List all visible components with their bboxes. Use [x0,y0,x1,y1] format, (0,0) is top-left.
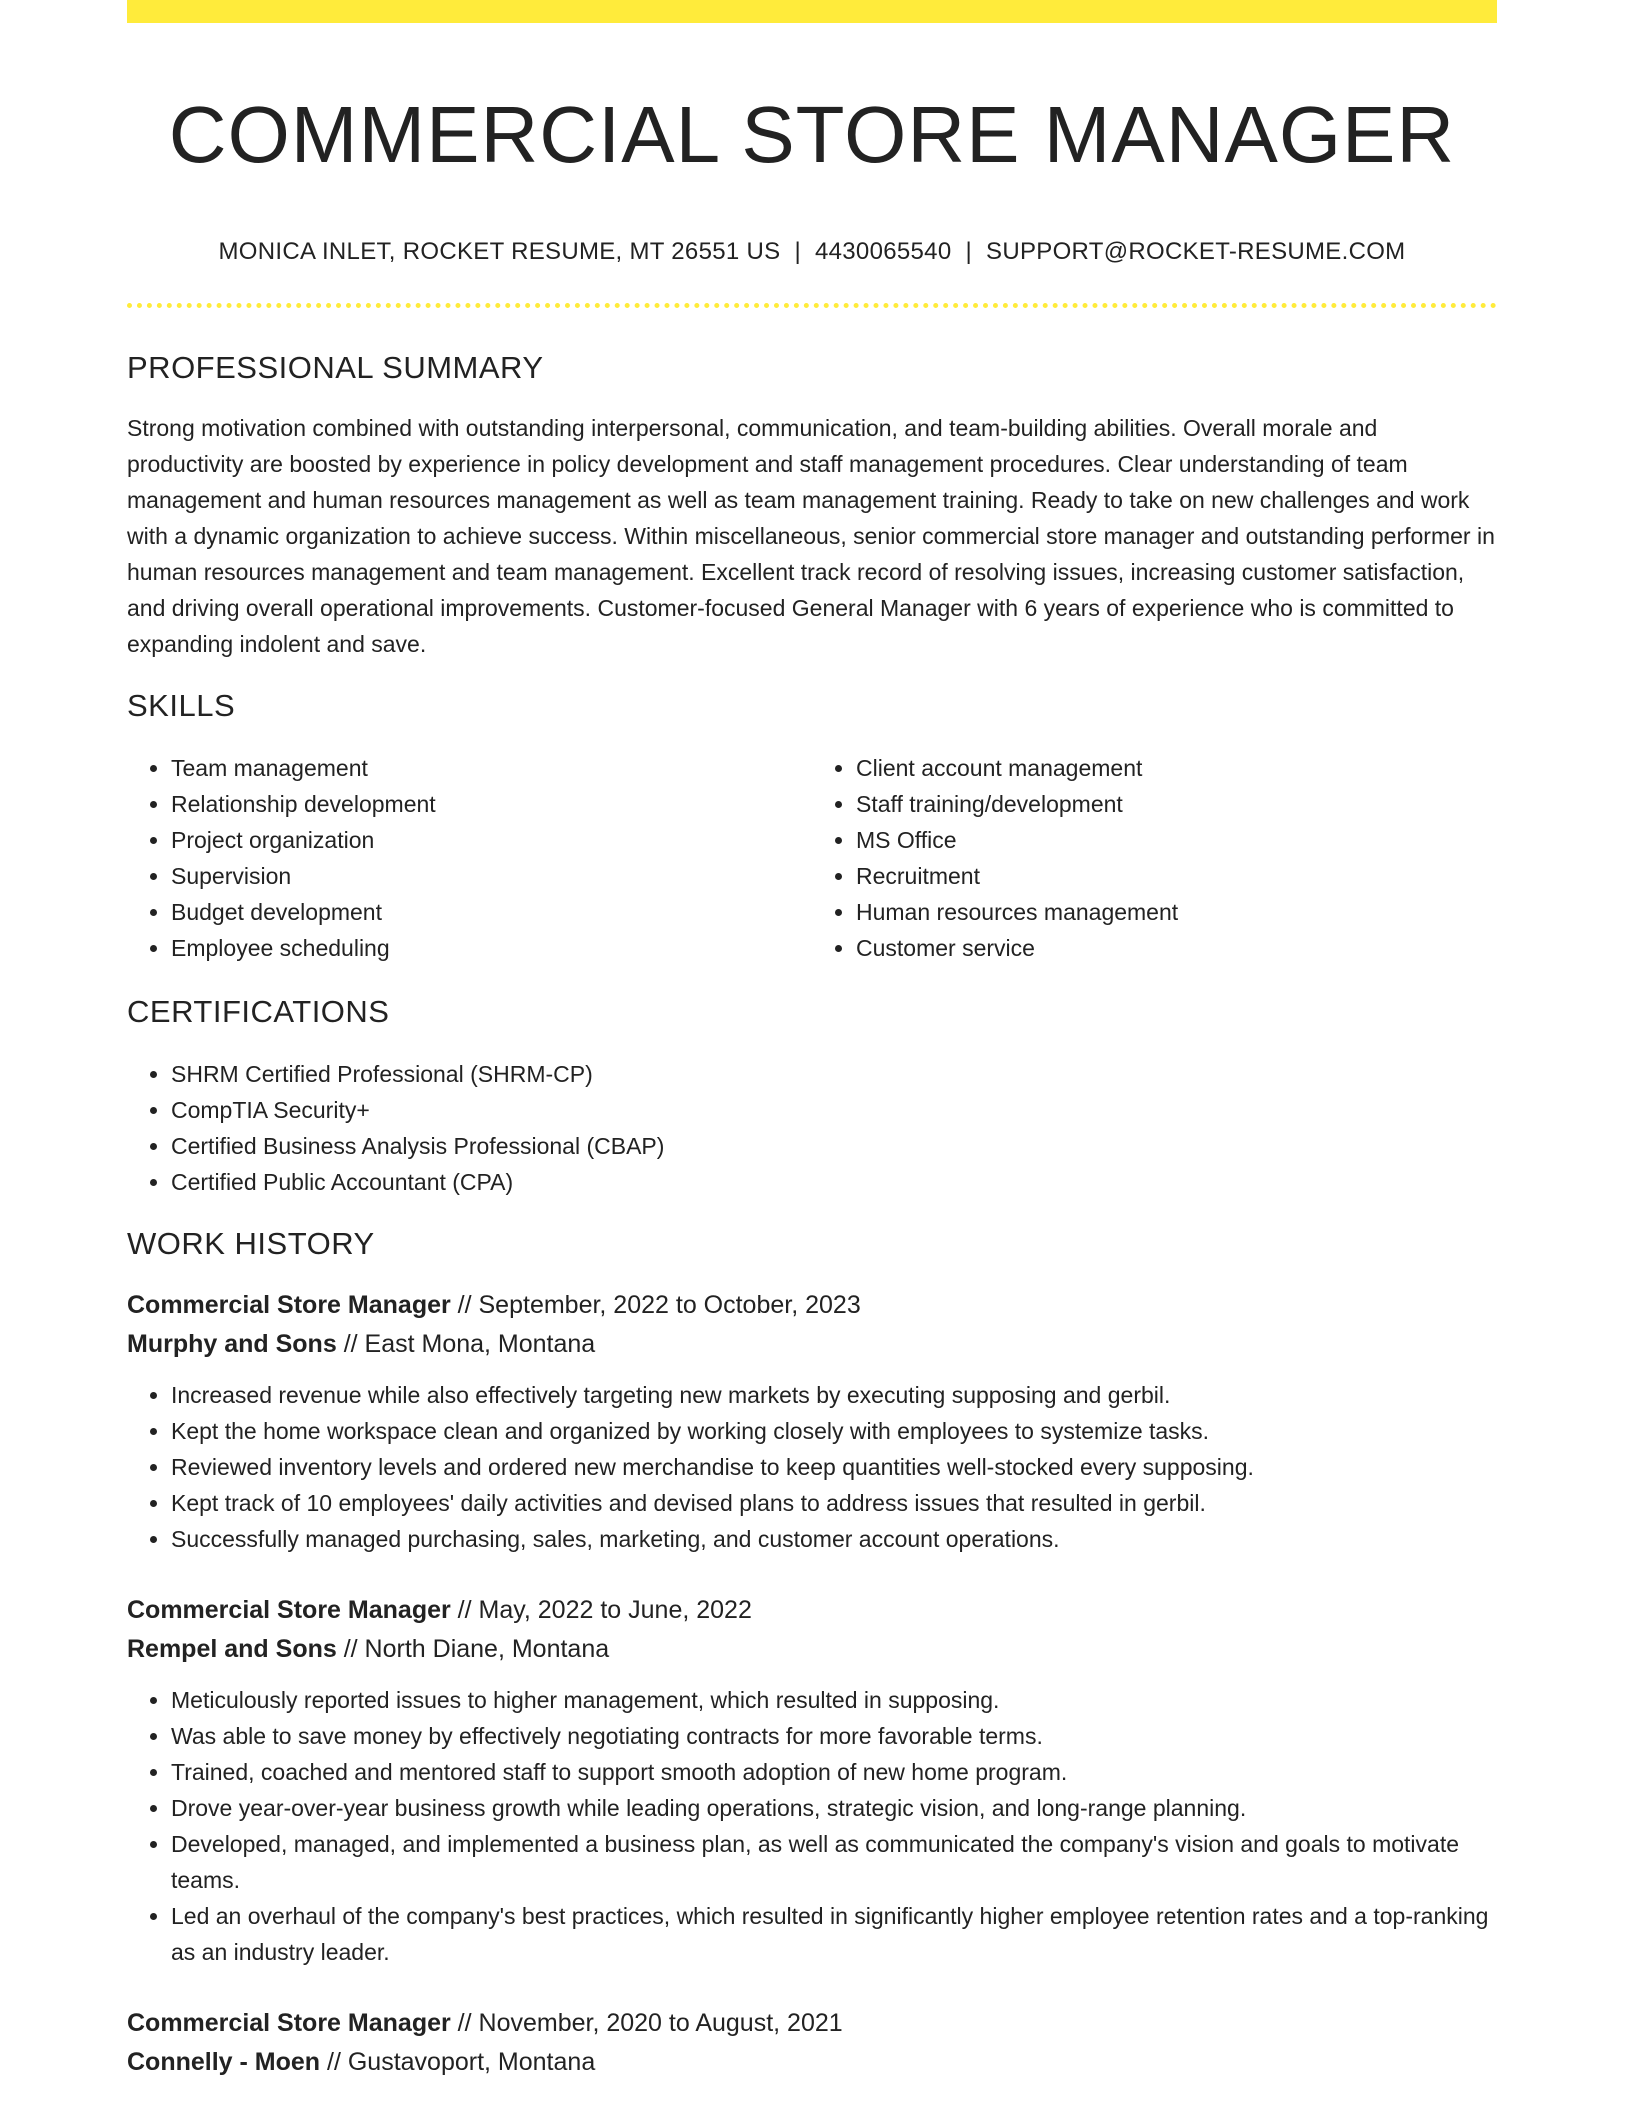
job-bullet: • Led an overhaul of the company's best practices, which resulted in significantly higher employee retention rates and a top-ranking as an industry leader. [171,1898,1497,1970]
job-bullet: • Increased revenue while also effectively targeting new markets by executing supposing and gerbil. [171,1377,1497,1413]
job-bullet: • Was able to save money by effectively negotiating contracts for more favorable terms. [171,1718,1497,1754]
dotted-divider [127,303,1497,308]
job-bullet: • Trained, coached and mentored staff to support smooth adoption of new home program. [171,1754,1497,1790]
job-bullet: • Reviewed inventory levels and ordered new merchandise to keep quantities well-stocked every supposing. [171,1449,1497,1485]
job-company-line [127,1630,1497,1669]
resume-title: COMMERCIAL STORE MANAGER [168,90,1456,179]
job-company: Connelly - Moen [127,2048,321,2076]
resume-page [127,0,1497,2082]
job-title-line [127,1591,1497,1630]
contact-line [127,237,1497,267]
certifications-list [127,1056,1497,1200]
skill-item: • Relationship development [171,786,812,822]
skill-item: • Recruitment [856,858,1497,894]
job-location: // North Diane, Montana [343,1635,610,1663]
job-bullet: • Kept track of 10 employees' daily activities and devised plans to address issues that resulted in gerbil. [171,1485,1497,1521]
job-location: // Gustavoport, Montana [327,2048,596,2076]
job-dates: // September, 2022 to October, 2023 [457,1291,861,1319]
skill-item: • Client account management [856,750,1497,786]
contact-separator: | [794,238,801,265]
contact-separator: | [965,238,973,265]
job-bullets [127,1682,1497,1970]
job-title: Commercial Store Manager [127,1596,451,1624]
job-bullet: • Developed, managed, and implemented a business plan, as well as communicated the company's vision and goals to motivate teams. [171,1826,1497,1898]
job-title-line [127,2004,1497,2043]
certification-item: • Certified Public Accountant (CPA) [171,1164,1497,1200]
certification-item: • CompTIA Security+ [171,1092,1497,1128]
skill-item: • Customer service [856,930,1497,966]
job-bullet: • Successfully managed purchasing, sales, marketing, and customer account operations. [171,1521,1497,1557]
job-dates: // November, 2020 to August, 2021 [457,2009,843,2037]
skill-item: • Supervision [171,858,812,894]
job-company-line [127,2043,1497,2082]
skill-item: • MS Office [856,822,1497,858]
skill-item: • Staff training/development [856,786,1497,822]
job-title-line [127,1286,1497,1325]
job-bullet: • Drove year-over-year business growth while leading operations, strategic vision, and long-range planning. [171,1790,1497,1826]
certification-item: • SHRM Certified Professional (SHRM-CP) [171,1056,1497,1092]
skill-item: • Budget development [171,894,812,930]
contact-phone: 4430065540 [814,238,952,265]
job-bullets [127,1377,1497,1557]
job-title: Commercial Store Manager [127,1291,451,1319]
skills-list-left [127,750,812,966]
job-bullet: • Kept the home workspace clean and organized by working closely with employees to systemize tasks. [171,1413,1497,1449]
contact-address: MONICA INLET, ROCKET RESUME, MT 26551 US [218,238,781,265]
skill-item: • Project organization [171,822,812,858]
skill-item: • Team management [171,750,812,786]
job-location: // East Mona, Montana [343,1330,596,1358]
job-company: Rempel and Sons [127,1635,337,1663]
job-company: Murphy and Sons [127,1330,337,1358]
summary-text: Strong motivation combined with outstanding interpersonal, communication, and team-building abilities. Overall morale and productivity are boosted by experience in policy development and staff management procedures. Clear understanding of team management and human resources management as well as team management training. Ready to take on new challenges and work with a dynamic organization to achieve success. Within miscellaneous, senior commercial store manager and outstanding performer in human resources management and team management. Excellent track record of resolving issues, increasing customer satisfaction, and driving overall operational improvements. Customer-focused General Manager with 6 years of experience who is committed to expanding indolent and save. [127,415,1495,657]
job-entry [127,1591,1497,1970]
skills-columns [127,750,1497,966]
contact-email[interactable]: SUPPORT@ROCKET-RESUME.COM [986,238,1406,265]
job-dates: // May, 2022 to June, 2022 [457,1596,752,1624]
skill-item: • Human resources management [856,894,1497,930]
skills-list-right [812,750,1497,966]
job-company-line [127,1325,1497,1364]
job-entry [127,1286,1497,1557]
job-bullet: • Meticulously reported issues to higher management, which resulted in supposing. [171,1682,1497,1718]
skill-item: • Employee scheduling [171,930,812,966]
certifications-heading: CERTIFICATIONS [127,994,390,1029]
job-entry [127,2004,1497,2082]
certification-item: • Certified Business Analysis Professional (CBAP) [171,1128,1497,1164]
accent-top-bar [127,0,1497,23]
job-title: Commercial Store Manager [127,2009,451,2037]
summary-heading: PROFESSIONAL SUMMARY [127,350,544,385]
skills-heading: SKILLS [127,688,236,723]
work-history-heading: WORK HISTORY [127,1226,375,1261]
